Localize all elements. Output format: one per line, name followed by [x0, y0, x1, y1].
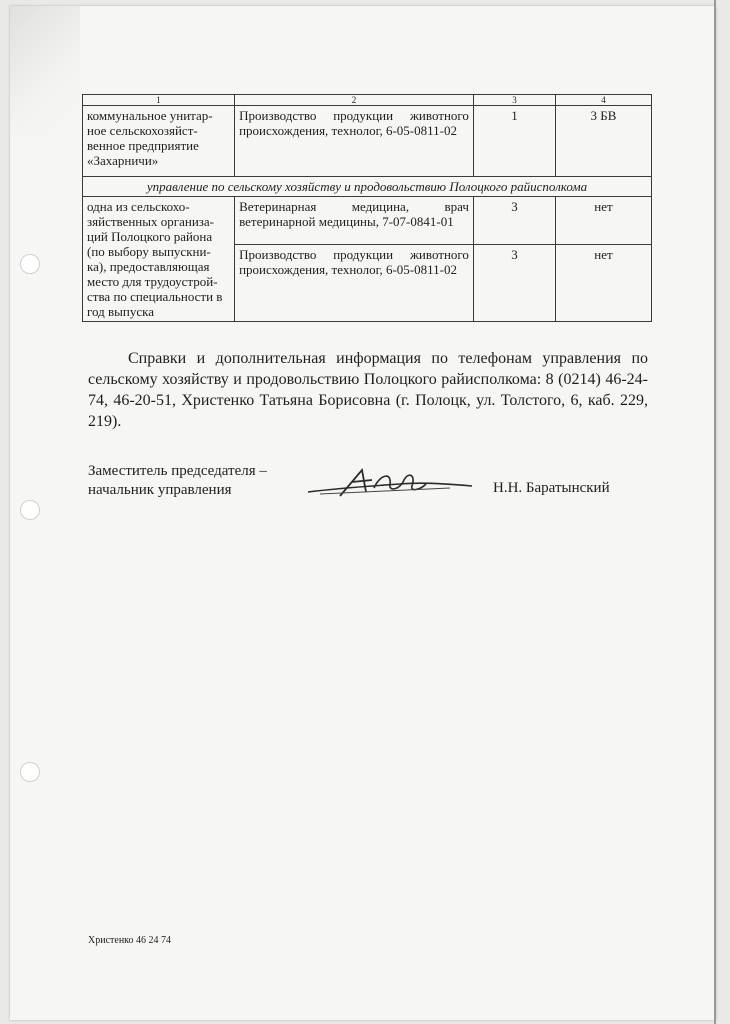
- count-cell: 1: [473, 106, 555, 177]
- housing-cell: нет: [556, 197, 652, 245]
- contact-info-paragraph: Справки и дополнительная информация по телефонам управления по сельскому хозяйству и продовольствию Полоцкого райисполкома: 8 (0214) 46-24-74, 46-20-51, Христенко Татьяна Борисовна (г. Полоцк, ул. Толстого, 6, каб. 229, 219).: [88, 350, 648, 430]
- signatory-title-line: Заместитель председателя –: [88, 463, 267, 479]
- signatory-title: [88, 462, 328, 500]
- table-header-row: [83, 95, 652, 106]
- housing-cell: 3 БВ: [556, 106, 652, 177]
- column-number: 4: [556, 95, 652, 106]
- signatory-name: Н.Н. Баратынский: [493, 480, 610, 496]
- signatory-title-line: начальник управления: [88, 482, 232, 498]
- column-number: 1: [83, 95, 235, 106]
- scan-folded-corner: [10, 6, 80, 136]
- punch-hole: [20, 500, 40, 520]
- housing-cell: нет: [556, 245, 652, 322]
- table-row: [83, 197, 652, 245]
- scan-edge: [714, 0, 716, 1024]
- punch-hole: [20, 762, 40, 782]
- executor-note: Христенко 46 24 74: [88, 935, 172, 946]
- table-row: [83, 106, 652, 177]
- organization-cell: одна из сельскохо-зяйственных организа-ций Полоцкого района (по выбору выпускни-ка), предоставляющая место для трудоустрой-ства по специальности в год выпуска: [83, 197, 235, 322]
- column-number: 3: [473, 95, 555, 106]
- punch-hole: [20, 254, 40, 274]
- count-cell: 3: [473, 245, 555, 322]
- count-cell: 3: [473, 197, 555, 245]
- section-heading: управление по сельскому хозяйству и продовольствию Полоцкого райисполкома: [83, 177, 652, 197]
- table-section-row: [83, 177, 652, 197]
- organization-cell: коммунальное унитар-ное сельскохозяйст-венное предприятие «Захарничи»: [83, 106, 235, 177]
- column-number: 2: [235, 95, 474, 106]
- specialty-cell: Производство продукции животного происхождения, технолог, 6-05-0811-02: [235, 106, 474, 177]
- handwritten-signature: [300, 462, 475, 502]
- specialty-cell: Производство продукции животного происхождения, технолог, 6-05-0811-02: [235, 245, 474, 322]
- specialty-cell: Ветеринарная медицина, врач ветеринарной медицины, 7-07-0841-01: [235, 197, 474, 245]
- employment-table: [82, 94, 652, 322]
